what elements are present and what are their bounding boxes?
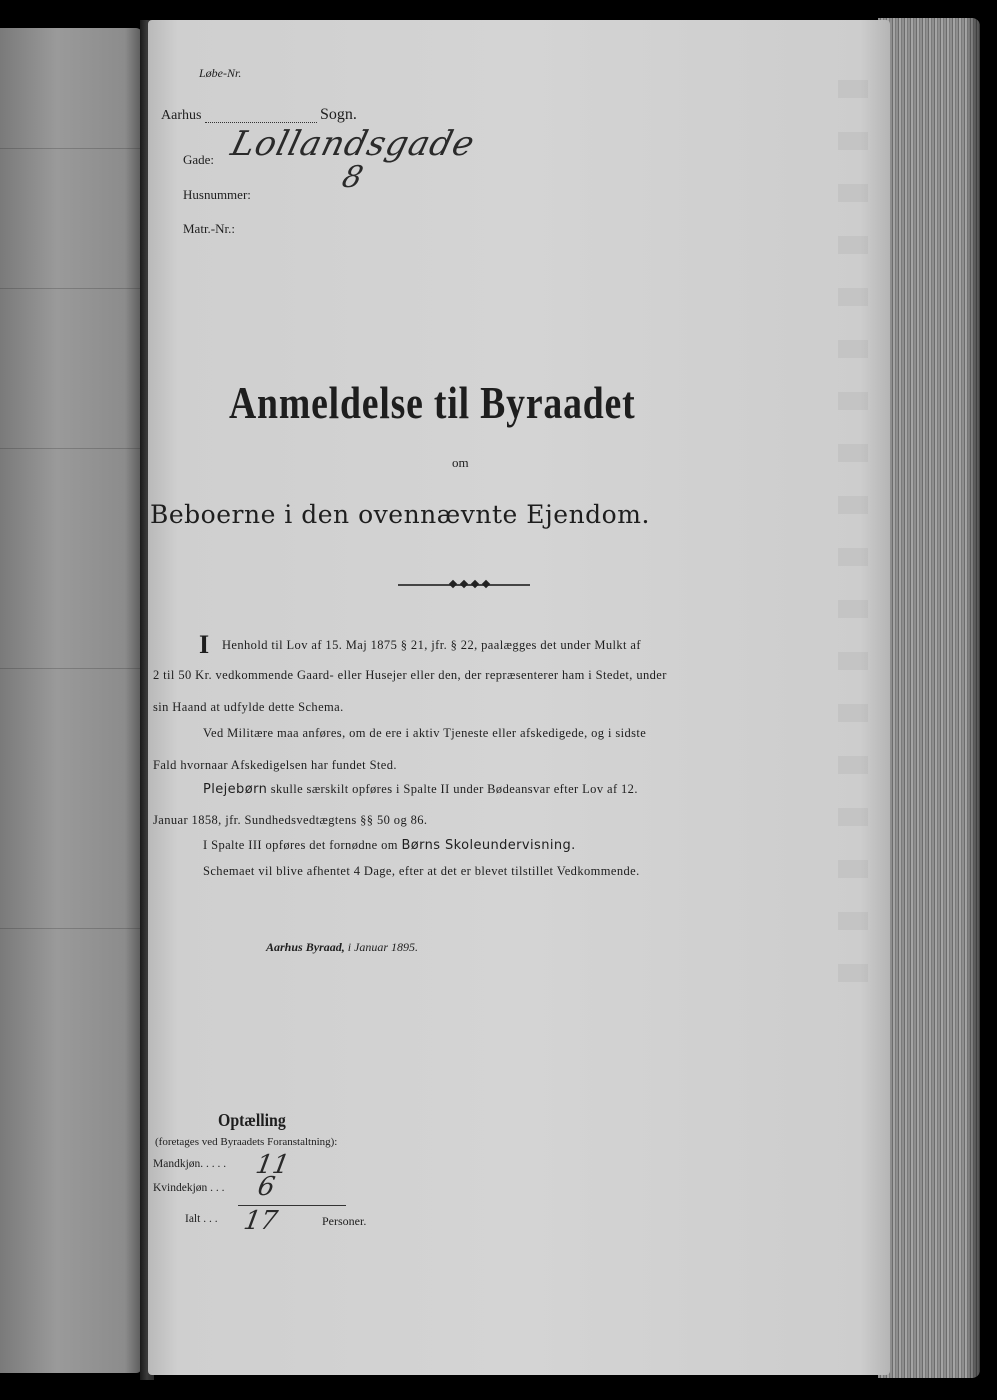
- page-edges: [878, 18, 980, 1378]
- count-subtitle: (foretages ved Byraadets Foranstaltning):: [155, 1136, 338, 1148]
- signature-org: Aarhus Byraad,: [266, 940, 345, 954]
- mandkjon-value: 11: [253, 1150, 292, 1180]
- sogn-dotted-line: [205, 121, 317, 123]
- gade-label: Gade:: [183, 152, 215, 167]
- matr-nr-label: Matr.-Nr.:: [183, 221, 235, 236]
- ornamental-rule: [398, 584, 530, 586]
- form-title: Anmeldelse til Byraadet: [229, 377, 636, 428]
- form-subtitle: Beboerne i den ovennævnte Ejendom.: [150, 500, 650, 529]
- title-connector: om: [452, 455, 469, 470]
- lobe-nr-label: Løbe-Nr.: [199, 66, 242, 80]
- mandkjon-label: Mandkjøn. . . . .: [153, 1158, 227, 1170]
- count-title: Optælling: [218, 1110, 286, 1130]
- instruction-line: Ved Militære maa anføres, om de ere i aktiv Tjeneste eller afskedigede, og i sidste: [203, 726, 647, 740]
- plejeborn-emphasis: Plejebørn: [203, 782, 268, 797]
- gade-handwritten-value: Lollandsgade: [227, 124, 480, 164]
- personer-label: Personer.: [322, 1214, 367, 1228]
- drop-initial: I: [199, 630, 210, 659]
- instruction-line: skulle særskilt opføres i Spalte II under Bødeansvar efter Lov af 12.: [270, 782, 638, 796]
- signature-date: i Januar 1895.: [347, 940, 419, 954]
- instruction-line: Henhold til Lov af 15. Maj 1875 § 21, jfr. § 22, paalægges det under Mulkt af: [222, 638, 641, 652]
- instruction-line: Schemaet vil blive afhentet 4 Dage, efter at det er blevet tilstillet Vedkommende.: [203, 864, 640, 878]
- ialt-label: Ialt . . .: [185, 1213, 218, 1225]
- kvindekjon-value: 6: [255, 1172, 278, 1202]
- instruction-line: Januar 1858, jfr. Sundhedsvedtægtens §§ 50 og 86.: [153, 813, 428, 827]
- husnummer-label: Husnummer:: [183, 187, 251, 202]
- husnummer-handwritten-value: 8: [338, 160, 368, 195]
- instruction-line: 2 til 50 Kr. vedkommende Gaard- eller Husejer eller den, der repræsenterer ham i Stedet, under: [153, 668, 667, 682]
- previous-page: [0, 28, 142, 1373]
- instruction-line: I Spalte III opføres det fornødne om: [203, 838, 398, 852]
- ialt-value: 17: [241, 1206, 280, 1236]
- kvindekjon-label: Kvindekjøn . . .: [153, 1182, 225, 1194]
- instruction-line: sin Haand at udfylde dette Schema.: [153, 700, 344, 714]
- show-through: [838, 80, 868, 1000]
- aarhus-label: Aarhus: [161, 108, 202, 123]
- skoleundervisning-emphasis: Børns Skoleundervisning.: [401, 838, 576, 853]
- sogn-label: Sogn.: [320, 106, 357, 123]
- instruction-line: Fald hvornaar Afskedigelsen har fundet Sted.: [153, 758, 397, 772]
